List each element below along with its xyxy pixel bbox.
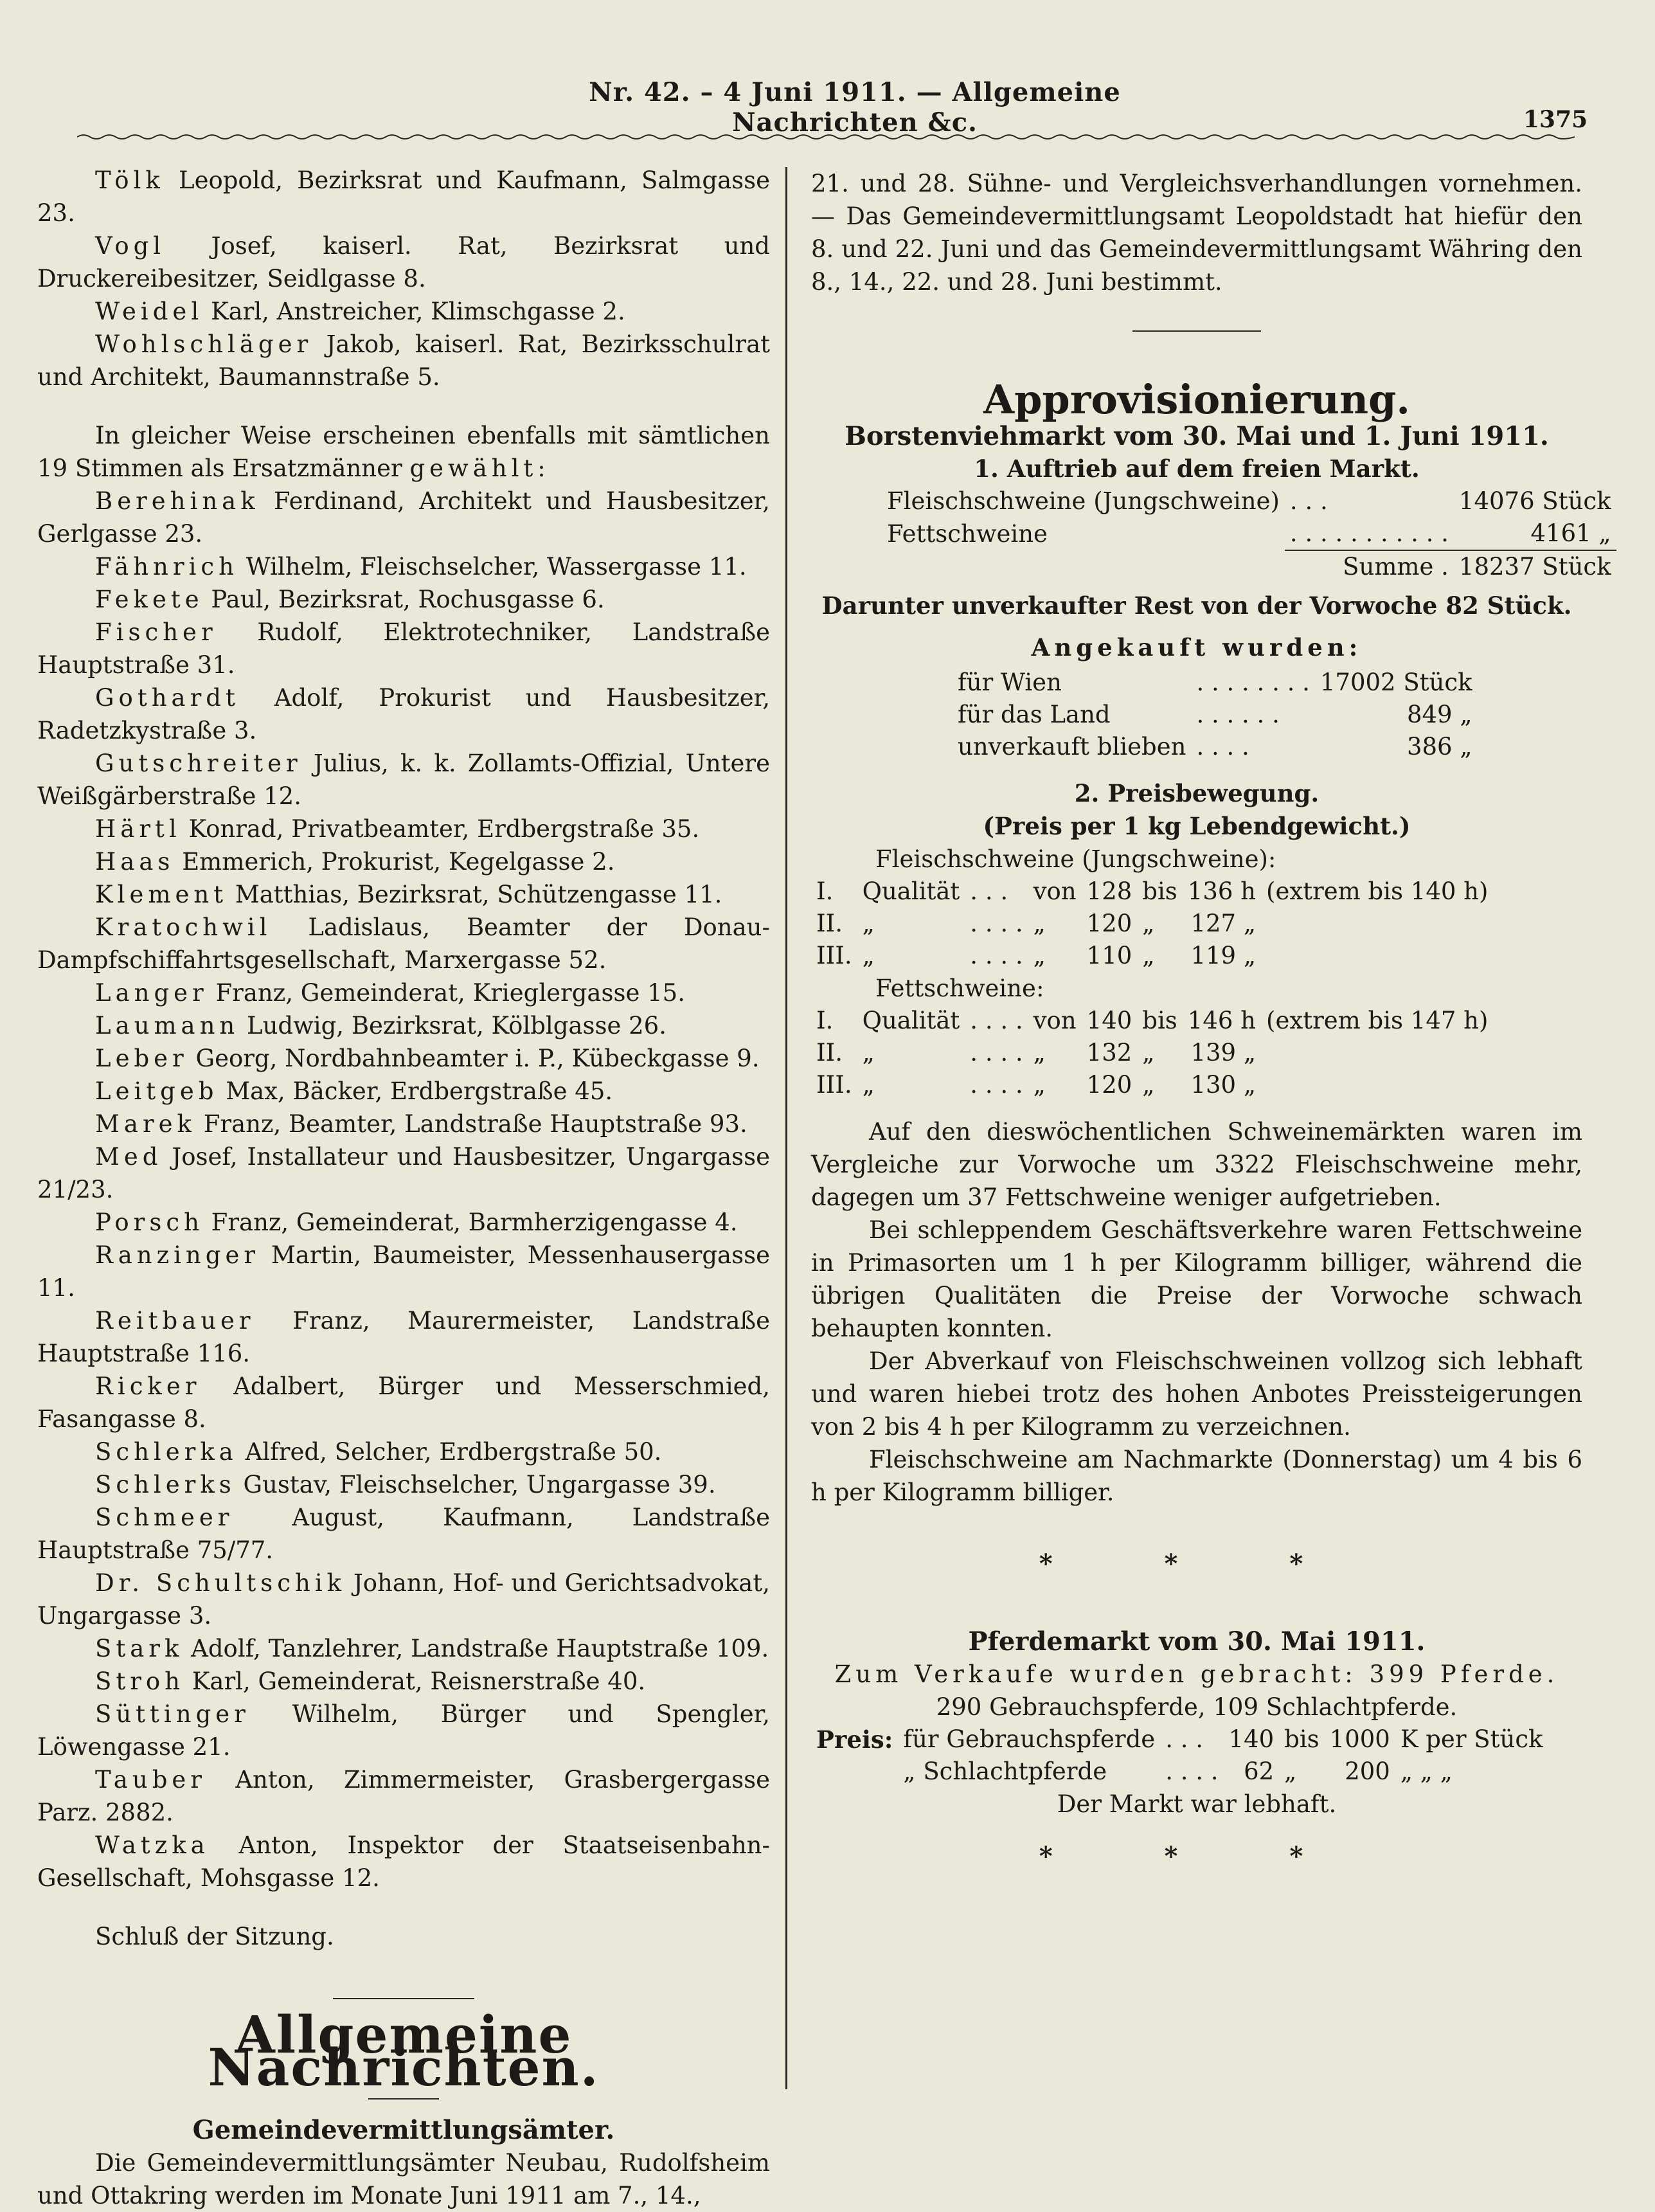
price-subtitle: (Preis per 1 kg Lebendgewicht.) xyxy=(983,812,1411,840)
market-paragraph: Auf den dieswöchentlichen Schweinemärkten waren im Vergleiche zur Vorwoche um 3322 Fleischschweine mehr, dagegen um 37 Fettschweine weniger aufgetrieben. xyxy=(811,1118,1582,1211)
row-dots: . . . . . . xyxy=(1196,701,1280,728)
member-name: Haas xyxy=(95,848,175,876)
horse-market-note: Der Markt war lebhaft. xyxy=(1057,1790,1337,1818)
price-bis: „ xyxy=(1142,1039,1155,1066)
member-name: Reitbauer xyxy=(95,1307,255,1335)
member-name: Marek xyxy=(95,1110,196,1138)
market-title: Borstenviehmarkt vom 30. Mai und 1. Juni 1911. xyxy=(845,421,1549,451)
member-name: Watzka xyxy=(95,1831,210,1859)
row-dots: . . . xyxy=(1289,487,1328,515)
horse-sale-line: Zum Verkaufe wurden gebracht: 399 Pferde. xyxy=(834,1660,1559,1688)
price-q: II. xyxy=(816,910,843,937)
page-header: Nr. 42. – 4 Juni 1911. — Allgemeine Nachrichten &c. xyxy=(589,77,1121,138)
list-item xyxy=(37,1567,770,1632)
members-list xyxy=(37,164,770,393)
header-rule xyxy=(77,132,1575,142)
price-von: „ xyxy=(1033,1071,1046,1099)
price-high: 130 „ xyxy=(1190,1071,1257,1099)
drive-title: 1. Auftrieb auf dem freien Markt. xyxy=(974,454,1420,483)
member-name: Vogl xyxy=(95,232,166,260)
member-details: Martin, Baumeister, Messenhausergasse 11. xyxy=(37,1241,770,1302)
member-details: Ferdinand, Architekt und Hausbesitzer, Gerlgasse 23. xyxy=(37,487,770,548)
list-item xyxy=(37,1009,770,1042)
price-von: „ xyxy=(1033,910,1046,937)
price-dots: . . . . xyxy=(970,942,1023,969)
member-details: Jakob, kaiserl. Rat, Bezirksschulrat und Architekt, Baumannstraße 5. xyxy=(37,330,770,391)
price-q: I. xyxy=(816,1007,834,1034)
list-item xyxy=(37,229,770,295)
price-bis: „ xyxy=(1142,1071,1155,1099)
row-value: 386 „ xyxy=(1406,733,1472,760)
price-q: I. xyxy=(816,877,834,905)
price-low: 132 xyxy=(1086,1039,1132,1066)
price-qual: „ xyxy=(862,1039,875,1066)
table-row xyxy=(811,1723,1548,1756)
table-row xyxy=(953,731,1478,763)
table-row xyxy=(811,908,1493,940)
list-item xyxy=(37,1632,770,1665)
member-name: Gutschreiter xyxy=(95,750,302,777)
member-details: Franz, Gemeinderat, Barmherzigengasse 4. xyxy=(211,1209,738,1236)
price-title: 2. Preisbewegung. xyxy=(1074,779,1320,807)
list-item xyxy=(37,1042,770,1075)
price-extra: (extrem bis 140 h) xyxy=(1266,877,1489,905)
closing-line: Schluß der Sitzung. xyxy=(95,1923,334,1950)
price-q: III. xyxy=(816,1071,852,1099)
list-item xyxy=(37,1829,770,1894)
list-item xyxy=(37,1501,770,1567)
member-details: Karl, Anstreicher, Klimschgasse 2. xyxy=(210,298,625,325)
list-item xyxy=(37,583,770,616)
table-row xyxy=(811,1069,1493,1101)
member-details: Gustav, Fleischselcher, Ungargasse 39. xyxy=(243,1471,716,1498)
row-dots: . . . . . . . . xyxy=(1196,669,1310,696)
horse-high: 200 xyxy=(1345,1758,1390,1785)
member-details: Adalbert, Bürger und Messerschmied, Fasangasse 8. xyxy=(37,1372,770,1433)
price-von: „ xyxy=(1033,1039,1046,1066)
price-qual: Qualität xyxy=(862,1007,960,1034)
table-row xyxy=(811,876,1493,908)
list-item xyxy=(37,878,770,911)
page-number: 1375 xyxy=(1523,106,1588,133)
list-item xyxy=(37,1435,770,1468)
price-bis: „ xyxy=(1142,910,1155,937)
member-name: Fekete xyxy=(95,586,204,613)
member-name: Porsch xyxy=(95,1209,204,1236)
separator-stars: * * * xyxy=(1039,1549,1355,1579)
market-paragraph: Der Abverkauf von Fleischschweinen vollzog sich lebhaft und waren hiebei trotz des hohen Anbotes Preissteigerungen von 2 bis 4 h per Kilogramm zu verzeichnen. xyxy=(811,1347,1582,1441)
member-details: Adolf, Tanzlehrer, Landstraße Hauptstraße 109. xyxy=(191,1635,769,1662)
price-dots: . . . . xyxy=(970,910,1023,937)
price-qual: Qualität xyxy=(862,877,960,905)
member-name: Gothardt xyxy=(95,684,240,712)
column-divider xyxy=(785,167,787,2089)
list-item xyxy=(37,1075,770,1108)
price-low: 110 xyxy=(1086,942,1132,969)
member-details: August, Kaufmann, Landstraße Hauptstraße 75/77. xyxy=(37,1504,770,1564)
sum-row: Summe . 18237 Stück xyxy=(882,550,1616,583)
member-details: Wilhelm, Bürger und Spengler, Löwengasse 21. xyxy=(37,1700,770,1761)
member-name: Ranzinger xyxy=(95,1241,260,1269)
member-name: Berehinak xyxy=(95,487,260,515)
horse-prefix: Preis: xyxy=(816,1725,893,1754)
list-item xyxy=(37,485,770,550)
price-extra xyxy=(1261,1037,1493,1069)
table-row xyxy=(811,940,1493,972)
list-item xyxy=(37,295,770,328)
list-item xyxy=(37,681,770,747)
member-details: Josef, Installateur und Hausbesitzer, Ungargasse 21/23. xyxy=(37,1143,770,1203)
drive-table xyxy=(882,485,1616,583)
member-name: Weidel xyxy=(95,298,204,325)
table-row xyxy=(953,699,1478,731)
price-von: von xyxy=(1033,1007,1077,1034)
member-details: Adolf, Prokurist und Hausbesitzer, Radetzkystraße 3. xyxy=(37,684,770,744)
price-bis: „ xyxy=(1142,942,1155,969)
price-low: 128 xyxy=(1086,877,1132,905)
member-name: Laumann xyxy=(95,1012,240,1039)
news-title: Allgemeine Nachrichten. xyxy=(208,2004,600,2098)
price-high: 127 „ xyxy=(1190,910,1257,937)
fett-label: Fettschweine: xyxy=(875,975,1044,1002)
table-row xyxy=(882,485,1616,517)
mediation-title: Gemeindevermittlungsämter. xyxy=(192,2115,615,2145)
horse-prefix xyxy=(811,1756,898,1788)
horse-bis: „ xyxy=(1284,1758,1297,1785)
horse-label: „ Schlachtpferde xyxy=(903,1758,1107,1785)
price-extra xyxy=(1261,1069,1493,1101)
horse-market-title: Pferdemarkt vom 30. Mai 1911. xyxy=(968,1626,1426,1657)
list-item xyxy=(37,911,770,976)
member-details: Franz, Maurermeister, Landstraße Hauptstraße 116. xyxy=(37,1307,770,1367)
member-name: Fischer xyxy=(95,618,217,646)
horse-breakdown: 290 Gebrauchspferde, 109 Schlachtpferde. xyxy=(936,1693,1458,1721)
member-details: Franz, Gemeinderat, Krieglergasse 15. xyxy=(215,979,685,1007)
member-details: Josef, kaiserl. Rat, Bezirksrat und Druckereibesitzer, Seidlgasse 8. xyxy=(37,232,770,292)
member-details: Matthias, Bezirksrat, Schützengasse 11. xyxy=(235,881,722,908)
list-item xyxy=(37,164,770,229)
member-name: Dr. Schultschik xyxy=(95,1569,346,1597)
horse-high: 1000 xyxy=(1329,1725,1390,1753)
list-item xyxy=(37,1370,770,1435)
row-dots: . . . . xyxy=(1196,733,1249,760)
horse-price-table xyxy=(811,1723,1548,1788)
fleisch-price-table xyxy=(811,876,1493,972)
substitutes-list xyxy=(37,485,770,1894)
list-item xyxy=(37,1140,770,1206)
horse-unit: „ „ „ xyxy=(1400,1758,1453,1785)
member-name: Kratochwil xyxy=(95,913,272,941)
horse-unit: K per Stück xyxy=(1400,1725,1543,1753)
member-details: Emmerich, Prokurist, Kegelgasse 2. xyxy=(182,848,615,876)
end-stars: * * * xyxy=(1039,1841,1355,1871)
bought-table xyxy=(953,667,1478,763)
member-details: Julius, k. k. Zollamts-Offizial, Untere Weißgärberstraße 12. xyxy=(37,750,771,810)
price-dots: . . . . xyxy=(970,1039,1023,1066)
price-bis: bis xyxy=(1142,877,1177,905)
member-name: Tölk xyxy=(95,166,165,194)
list-item xyxy=(37,1304,770,1370)
member-name: Klement xyxy=(95,881,228,908)
row-label: unverkauft blieben xyxy=(958,733,1186,760)
price-low: 120 xyxy=(1086,910,1132,937)
title-rule xyxy=(368,2098,439,2100)
price-bis: bis xyxy=(1142,1007,1177,1034)
row-value: 14076 Stück xyxy=(1458,487,1611,515)
member-details: Ladislaus, Beamter der Donau-Dampfschiffahrtsgesellschaft, Marxergasse 52. xyxy=(37,913,770,974)
row-label: für das Land xyxy=(958,701,1111,728)
left-column xyxy=(37,164,770,2212)
fleisch-label: Fleischschweine (Jungschweine): xyxy=(875,845,1276,873)
horse-bis: bis xyxy=(1284,1725,1320,1753)
member-details: Georg, Nordbahnbeamter i. P., Kübeckgasse 9. xyxy=(195,1045,760,1072)
member-name: Fähnrich xyxy=(95,553,238,580)
member-name: Süttinger xyxy=(95,1700,250,1728)
price-low: 140 xyxy=(1086,1007,1132,1034)
price-high: 139 „ xyxy=(1190,1039,1257,1066)
price-extra: (extrem bis 147 h) xyxy=(1266,1007,1489,1034)
substitutes-intro: In gleicher Weise erscheinen ebenfalls mit sämtlichen 19 Stimmen als Ersatzmänner gewählt: xyxy=(37,422,770,482)
member-details: Anton, Inspektor der Staatseisenbahn-Gesellschaft, Mohsgasse 12. xyxy=(37,1831,770,1892)
member-name: Tauber xyxy=(95,1766,206,1794)
table-row xyxy=(811,1756,1548,1788)
member-name: Leber xyxy=(95,1045,188,1072)
row-value: 4161 „ xyxy=(1530,519,1611,547)
list-item xyxy=(37,845,770,878)
horse-low: 140 xyxy=(1228,1725,1275,1753)
member-details: Rudolf, Elektrotechniker, Landstraße Hauptstraße 31. xyxy=(37,618,771,679)
price-extra xyxy=(1261,908,1493,940)
provision-title: Approvisionierung. xyxy=(983,376,1411,423)
horse-low: 62 xyxy=(1244,1758,1275,1785)
section-rule xyxy=(1132,330,1261,332)
price-high: 119 „ xyxy=(1190,942,1257,969)
price-q: III. xyxy=(816,942,852,969)
horse-dots: . . . xyxy=(1165,1725,1203,1753)
table-row xyxy=(811,1037,1493,1069)
member-details: Anton, Zimmermeister, Grasbergergasse Parz. 2882. xyxy=(37,1766,771,1826)
member-details: Wilhelm, Fleischselcher, Wassergasse 11. xyxy=(246,553,747,580)
list-item xyxy=(37,328,770,393)
member-name: Härtl xyxy=(95,815,181,843)
member-details: Paul, Bezirksrat, Rochusgasse 6. xyxy=(211,586,605,613)
member-name: Schmeer xyxy=(95,1504,234,1531)
price-von: „ xyxy=(1033,942,1046,969)
row-dots: . . . . . . . . . . . xyxy=(1289,519,1449,547)
member-name: Stroh xyxy=(95,1668,185,1695)
list-item xyxy=(37,616,770,681)
price-high: 146 h xyxy=(1187,1007,1257,1034)
price-q: II. xyxy=(816,1039,843,1066)
market-paragraph: Fleischschweine am Nachmarkte (Donnerstag) um 4 bis 6 h per Kilogramm billiger. xyxy=(811,1446,1582,1506)
bought-title: Angekauft wurden: xyxy=(1031,633,1363,661)
list-item xyxy=(37,1108,770,1140)
table-row xyxy=(953,667,1478,699)
row-value: 17002 Stück xyxy=(1320,669,1472,696)
member-name: Schlerka xyxy=(95,1438,238,1466)
row-value: 849 „ xyxy=(1406,701,1472,728)
mediation-paragraph: Die Gemeindevermittlungsämter Neubau, Rudolfsheim und Ottakring werden im Monate Juni 1911 am 7., 14., xyxy=(37,2149,770,2209)
price-von: von xyxy=(1033,877,1077,905)
member-name: Schlerks xyxy=(95,1471,236,1498)
member-details: Alfred, Selcher, Erdbergstraße 50. xyxy=(245,1438,662,1466)
list-item xyxy=(37,747,770,813)
price-dots: . . . . xyxy=(970,1007,1023,1034)
rest-line: Darunter unverkaufter Rest von der Vorwoche 82 Stück. xyxy=(821,591,1572,620)
member-details: Konrad, Privatbeamter, Erdbergstraße 35. xyxy=(188,815,700,843)
list-item xyxy=(37,1239,770,1304)
row-label: für Wien xyxy=(958,669,1062,696)
price-dots: . . . xyxy=(970,877,1008,905)
table-row xyxy=(811,1005,1493,1037)
price-qual: „ xyxy=(862,1071,875,1099)
member-name: Leitgeb xyxy=(95,1077,219,1105)
list-item xyxy=(37,1206,770,1239)
row-label: Fettschweine xyxy=(887,519,1048,548)
price-high: 136 h xyxy=(1187,877,1257,905)
member-details: Max, Bäcker, Erdbergstraße 45. xyxy=(226,1077,613,1105)
price-qual: „ xyxy=(862,910,875,937)
list-item xyxy=(37,976,770,1009)
member-details: Johann, Hof- und Gerichtsadvokat, Ungargasse 3. xyxy=(37,1569,770,1630)
list-item xyxy=(37,1468,770,1501)
list-item xyxy=(37,1665,770,1698)
list-item xyxy=(37,813,770,845)
section-rule xyxy=(333,1998,474,1999)
fett-price-table xyxy=(811,1005,1493,1101)
member-name: Langer xyxy=(95,979,208,1007)
price-low: 120 xyxy=(1086,1071,1132,1099)
right-column xyxy=(811,167,1611,1892)
price-dots: . . . . xyxy=(970,1071,1023,1099)
horse-label: für Gebrauchspferde xyxy=(903,1725,1156,1753)
member-details: Leopold, Bezirksrat und Kaufmann, Salmgasse 23. xyxy=(37,166,771,227)
member-name: Stark xyxy=(95,1635,184,1662)
horse-dots: . . . . xyxy=(1165,1758,1219,1785)
list-item xyxy=(37,550,770,583)
list-item xyxy=(37,1763,770,1829)
member-name: Med xyxy=(95,1143,163,1171)
market-paragraphs xyxy=(811,1115,1582,1509)
member-name: Ricker xyxy=(95,1372,201,1400)
member-details: Ludwig, Bezirksrat, Kölblgasse 26. xyxy=(247,1012,666,1039)
member-details: Franz, Beamter, Landstraße Hauptstraße 93. xyxy=(203,1110,747,1138)
market-paragraph: Bei schleppendem Geschäftsverkehre waren Fettschweine in Primasorten um 1 h per Kilogramm billiger, während die übrigen Qualitäten die Preise der Vorwoche schwach behaupten konnten. xyxy=(811,1216,1582,1342)
price-extra xyxy=(1261,940,1493,972)
price-qual: „ xyxy=(862,942,875,969)
member-details: Karl, Gemeinderat, Reisnerstraße 40. xyxy=(192,1668,646,1695)
list-item xyxy=(37,1698,770,1763)
member-name: Wohlschläger xyxy=(95,330,313,358)
mediation-continued: 21. und 28. Sühne- und Vergleichsverhandlungen vornehmen. — Das Gemeindevermittlungsamt Leopoldstadt hat hiefür den 8. und 22. Juni und das Gemeindevermittlungsamt Währing den 8., 14., 22. und 28. Juni bestimmt. xyxy=(811,170,1582,296)
row-label: Fleischschweine (Jungschweine) xyxy=(887,487,1280,515)
table-row xyxy=(882,517,1616,550)
